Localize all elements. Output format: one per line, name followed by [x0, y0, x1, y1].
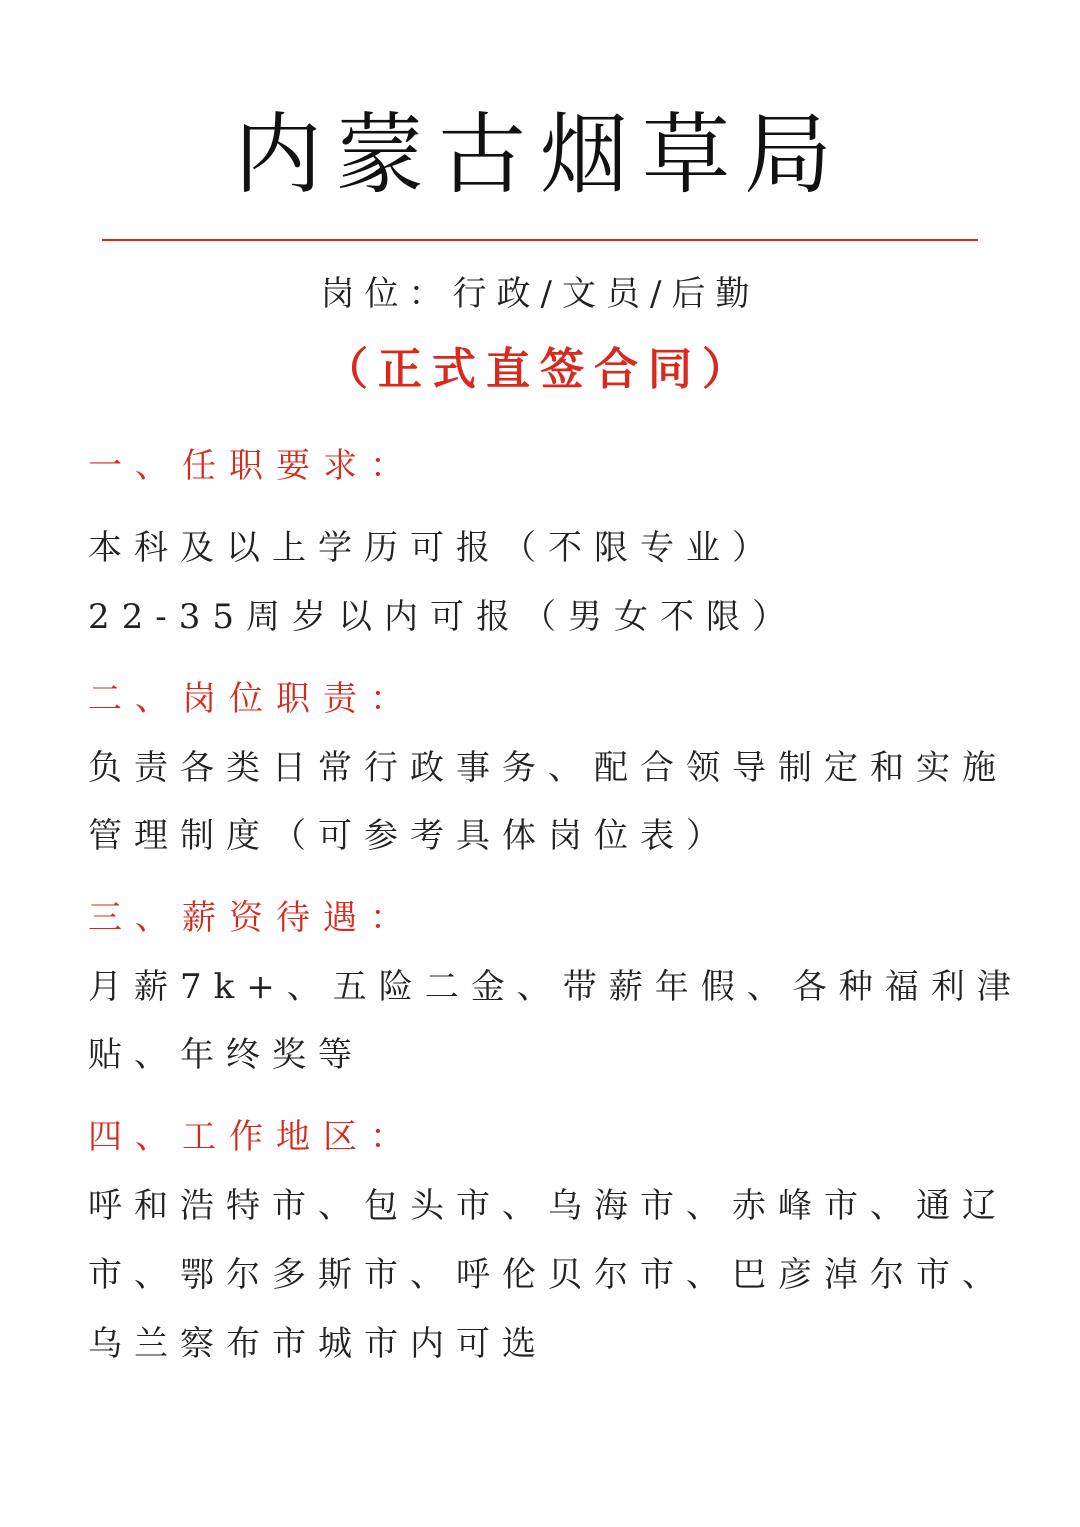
locations-line-1: 呼和浩特市、包头市、乌海市、赤峰市、通辽 — [88, 1186, 1008, 1226]
section-heading-salary: 三、薪资待遇： — [88, 898, 417, 938]
contract-note: （正式直签合同） — [324, 344, 756, 395]
locations-line-2: 市、鄂尔多斯市、呼伦贝尔市、巴彦淖尔市、 — [88, 1255, 1008, 1295]
title-divider — [102, 239, 978, 241]
section-heading-duties: 二、岗位职责： — [88, 679, 417, 719]
salary-line-1: 月薪7k+、五险二金、带薪年假、各种福利津 — [88, 967, 1023, 1007]
section-heading-requirements: 一、任职要求： — [88, 446, 417, 486]
salary-line-2: 贴、年终奖等 — [88, 1035, 364, 1075]
section-heading-locations: 四、工作地区： — [88, 1117, 417, 1157]
locations-line-3: 乌兰察布市城市内可选 — [88, 1324, 548, 1364]
page-title: 内蒙古烟草局 — [233, 103, 846, 206]
duties-line-1: 负责各类日常行政事务、配合领导制定和实施 — [88, 748, 1008, 788]
requirements-line-1: 本科及以上学历可报（不限专业） — [88, 528, 778, 568]
requirements-line-2: 22-35周岁以内可报（男女不限） — [88, 597, 799, 637]
position-line: 岗位：行政/文员/后勤 — [320, 274, 760, 314]
duties-line-2: 管理制度（可参考具体岗位表） — [88, 816, 732, 856]
